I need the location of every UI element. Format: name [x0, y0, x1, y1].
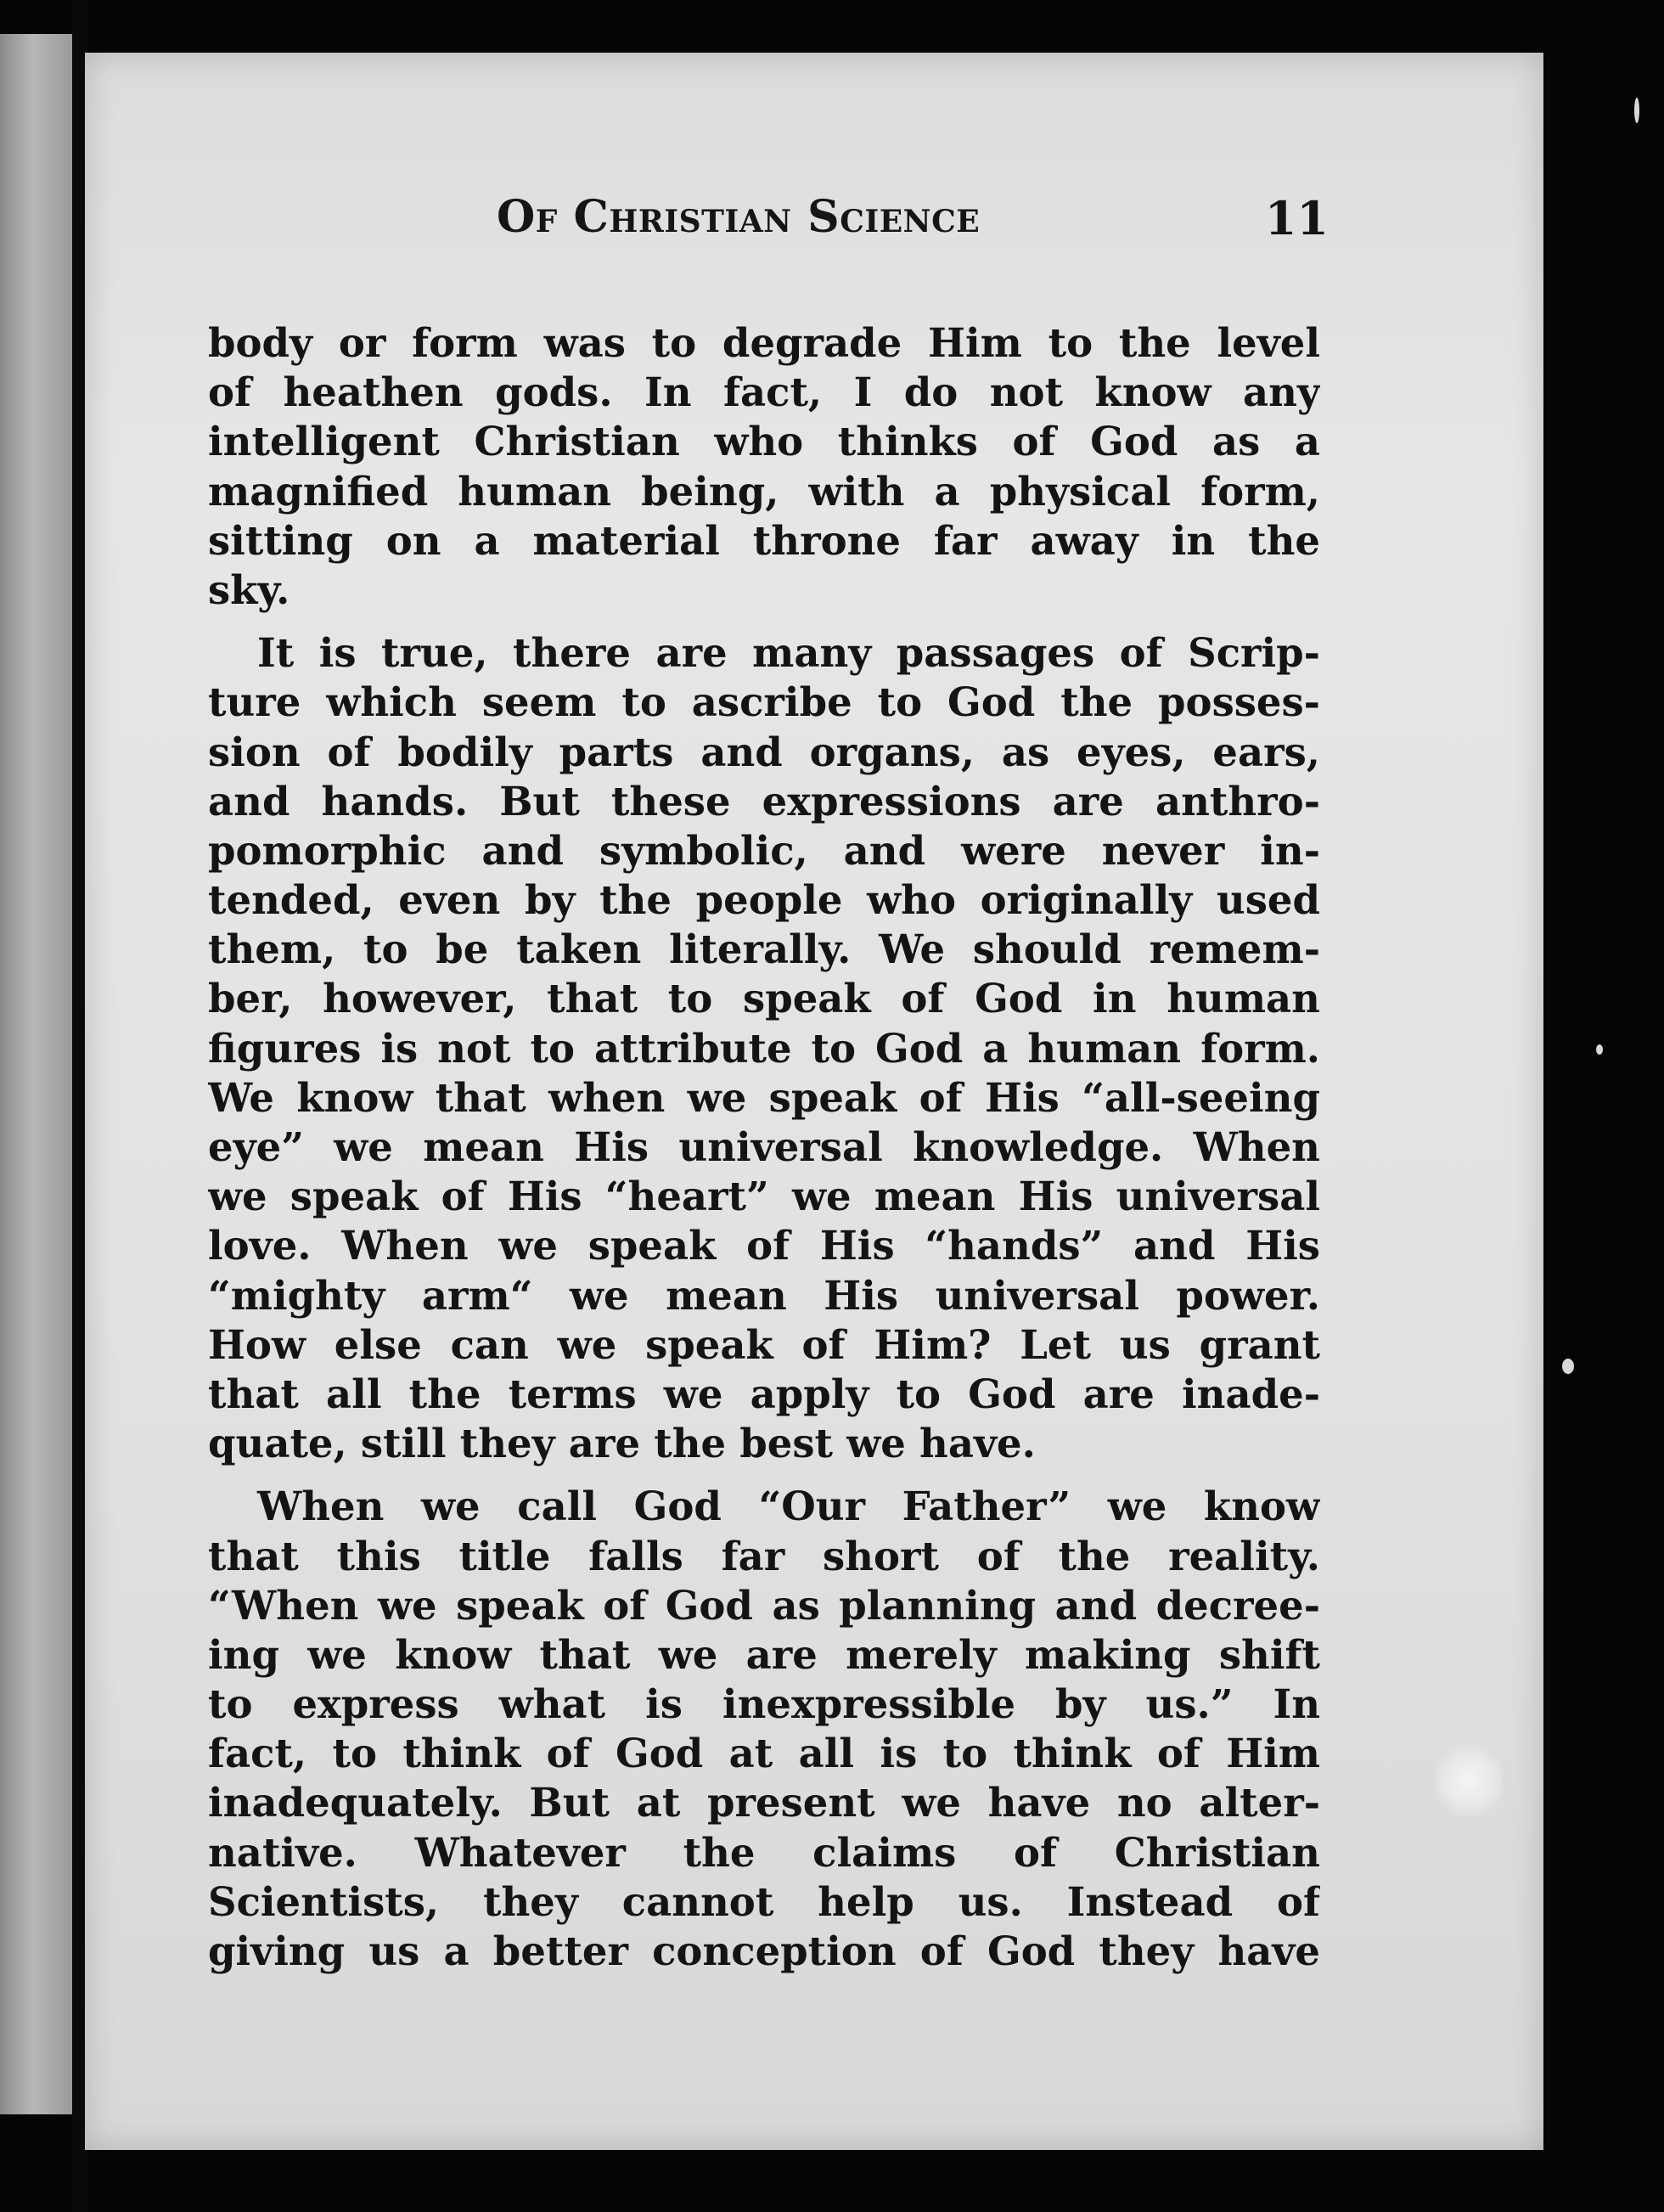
text-line: How else can we speak of Him? Let us grant	[208, 1320, 1320, 1368]
text-line: body or form was to degrade Him to the level	[208, 319, 1320, 366]
text-line: love. When we speak of His “hands” and His	[208, 1222, 1320, 1269]
paper-smudge	[1435, 1742, 1503, 1819]
facing-page-edge	[0, 34, 72, 2114]
text-line: inadequately. But at present we have no alter-	[208, 1779, 1320, 1826]
text-line: ture which seem to ascribe to God the posses-	[208, 678, 1320, 726]
text-line: pomorphic and symbolic, and were never in-	[208, 826, 1320, 874]
text-line: figures is not to attribute to God a human form.	[208, 1024, 1320, 1072]
text-line: fact, to think of God at all is to think of Him	[208, 1730, 1320, 1777]
text-line: sion of bodily parts and organs, as eyes, ears,	[208, 728, 1320, 775]
running-title: Of Christian Science	[497, 191, 981, 243]
text-line: tended, even by the people who originally used	[208, 876, 1320, 924]
text-line: “mighty arm“ we mean His universal power.	[208, 1271, 1320, 1319]
text-line: When we call God “Our Father” we know	[257, 1483, 1320, 1530]
paragraph-gap	[208, 1468, 1320, 1482]
text-line: quate, still they are the best we have.	[208, 1420, 1036, 1467]
text-line: sitting on a material throne far away in the	[208, 516, 1320, 564]
text-line: Scientists, they cannot help us. Instead of	[208, 1877, 1320, 1925]
text-line: magnified human being, with a physical form,	[208, 467, 1320, 515]
text-line: It is true, there are many passages of Scrip-	[257, 629, 1320, 677]
text-line: ing we know that we are merely making shift	[208, 1630, 1320, 1678]
text-line: ber, however, that to speak of God in human	[208, 975, 1320, 1022]
dust-speck	[1596, 1044, 1603, 1055]
text-line: eye” we mean His universal knowledge. When	[208, 1123, 1320, 1170]
text-line: that all the terms we apply to God are inade-	[208, 1370, 1320, 1417]
text-line: to express what is inexpressible by us.” In	[208, 1680, 1320, 1728]
page-number: 11	[1264, 191, 1329, 245]
text-line: and hands. But these expressions are anthro-	[208, 777, 1320, 825]
dust-speck	[1634, 98, 1639, 123]
text-line: native. Whatever the claims of Christian	[208, 1828, 1320, 1876]
text-line: sky.	[208, 566, 290, 613]
dust-speck	[1562, 1359, 1574, 1374]
text-line: that this title falls far short of the reality.	[208, 1532, 1320, 1579]
text-line: intelligent Christian who thinks of God as a	[208, 418, 1320, 465]
text-line: “When we speak of God as planning and decree-	[208, 1581, 1320, 1629]
text-line: them, to be taken literally. We should remem-	[208, 926, 1320, 973]
paragraph-gap	[208, 615, 1320, 628]
text-line: giving us a better conception of God they have	[208, 1928, 1320, 1974]
text-line: of heathen gods. In fact, I do not know any	[208, 369, 1320, 416]
text-line: we speak of His “heart” we mean His universal	[208, 1173, 1320, 1220]
body-text	[208, 318, 1320, 1976]
text-line: We know that when we speak of His “all-seeing	[208, 1073, 1320, 1121]
